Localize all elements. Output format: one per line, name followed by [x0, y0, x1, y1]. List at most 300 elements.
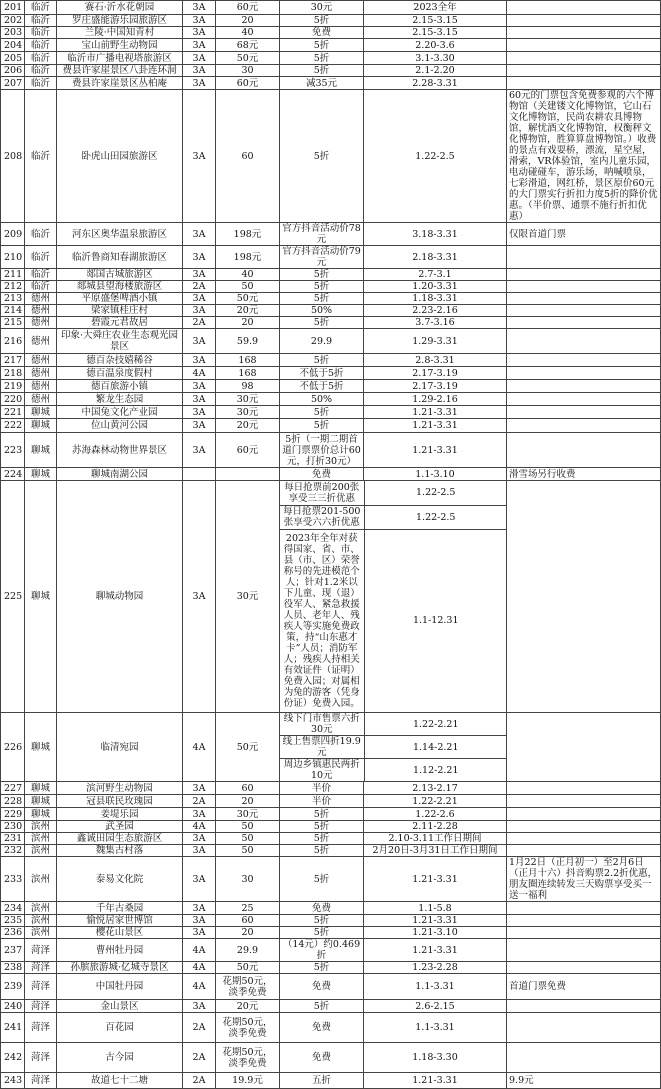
discount-sub-row [280, 529, 507, 712]
level-cell: 3A [183, 782, 216, 795]
period-cell: 1.1-3.10 [364, 468, 507, 481]
row-number: 221 [1, 406, 25, 419]
scenic-name-cell: 中国牡丹园 [57, 974, 183, 1000]
period-cell: 1.21-3.10 [364, 927, 507, 939]
scenic-name-cell: 梁家镇桂庄村 [57, 305, 183, 317]
level-cell: 3A [183, 393, 216, 406]
level-cell: 3A [183, 52, 216, 65]
level-cell: 3A [183, 39, 216, 52]
table-row [1, 902, 661, 915]
scenic-name-cell: 费县许家崖景区八卦连环洞 [57, 65, 183, 77]
note-cell [507, 962, 661, 974]
note-cell [507, 77, 661, 90]
period-cell: 2.8-3.31 [364, 354, 507, 367]
scenic-name-cell: 平原盛堡啤酒小镇 [57, 293, 183, 305]
scenic-name-cell: 郯国古城旅游区 [57, 269, 183, 281]
discount-cell: 5折 [280, 281, 364, 293]
city-cell: 临沂 [25, 90, 57, 223]
table-row [1, 305, 661, 317]
price-cell: 60元 [216, 433, 280, 468]
city-cell: 聊城 [25, 406, 57, 419]
table-row [1, 406, 661, 419]
price-cell: 60元 [216, 77, 280, 90]
period-cell: 1.23-2.28 [364, 962, 507, 974]
table-row [1, 1013, 661, 1043]
discount-sub-table [280, 481, 507, 712]
scenic-name-cell: 卧虎山田园旅游区 [57, 90, 183, 223]
note-cell [507, 52, 661, 65]
price-cell: 98 [216, 380, 280, 393]
row-number: 211 [1, 269, 25, 281]
table-row [1, 1, 661, 15]
table-row [1, 833, 661, 845]
discount-cell: 50% [280, 305, 364, 317]
note-cell [507, 833, 661, 845]
period-cell: 1.1-3.31 [364, 1013, 507, 1043]
discount-cell: 不低于5折 [280, 367, 364, 380]
row-number: 207 [1, 77, 25, 90]
scenic-name-cell: 罗庄盛能游乐园旅游区 [57, 15, 183, 27]
table-row [1, 329, 661, 354]
price-cell: 40 [216, 27, 280, 39]
price-cell: 50元 [216, 962, 280, 974]
row-number: 209 [1, 223, 25, 246]
discount-cell: 官方抖音活动价78元 [280, 223, 364, 246]
city-cell: 临沂 [25, 15, 57, 27]
city-cell: 临沂 [25, 27, 57, 39]
price-cell: 50 [216, 821, 280, 833]
table-row [1, 246, 661, 269]
row-number: 213 [1, 293, 25, 305]
period-cell: 1.20-3.31 [364, 281, 507, 293]
city-cell: 临沂 [25, 1, 57, 15]
table-row [1, 52, 661, 65]
price-cell: 59.9 [216, 329, 280, 354]
note-cell [507, 329, 661, 354]
scenic-name-cell: 兰陵·中国知青村 [57, 27, 183, 39]
note-cell [507, 269, 661, 281]
row-number: 229 [1, 808, 25, 821]
city-cell: 临沂 [25, 52, 57, 65]
row-number: 210 [1, 246, 25, 269]
period-cell: 1.22-2.21 [364, 713, 507, 736]
table-row [1, 939, 661, 962]
city-cell: 德州 [25, 367, 57, 380]
period-cell: 2月20日-3月31日工作日期间 [364, 845, 507, 857]
level-cell: 3A [183, 406, 216, 419]
row-number: 230 [1, 821, 25, 833]
period-cell: 1.22-2.5 [364, 505, 507, 529]
note-cell [507, 902, 661, 915]
table-row [1, 927, 661, 939]
period-cell: 1.18-3.31 [364, 293, 507, 305]
scenic-name-cell: 苏海森林动物世界景区 [57, 433, 183, 468]
discount-cell: 5折 [280, 406, 364, 419]
period-cell: 2.7-3.1 [364, 269, 507, 281]
table-row [1, 795, 661, 808]
table-row [1, 974, 661, 1000]
row-number: 212 [1, 281, 25, 293]
table-row [1, 1073, 661, 1089]
level-cell: 3A [183, 223, 216, 246]
level-cell: 3A [183, 1000, 216, 1013]
period-cell: 1.14-2.21 [364, 736, 507, 759]
price-cell: 198元 [216, 246, 280, 269]
discount-cell: 每日抢票前200张享受三三折优惠 [280, 481, 364, 505]
note-cell [507, 39, 661, 52]
row-number: 201 [1, 1, 25, 15]
city-cell: 滨州 [25, 902, 57, 915]
level-cell: 3A [183, 433, 216, 468]
price-cell: 20 [216, 795, 280, 808]
table-row [1, 39, 661, 52]
price-cell: 20元 [216, 305, 280, 317]
level-cell: 3A [183, 845, 216, 857]
scenic-name-cell: 滨河野生动物园 [57, 782, 183, 795]
discount-cell: 2023年全年对获得国家、省、市、县（市、区）荣誉称号的先进模范个人；针对1.2米以下儿童、现（退）役军人、紧急救援人员、老年人、残疾人等实施免费政策，持“山东惠才卡”人员；消防军人；残疾人持相关有效证件（证明）免费入园；对属相为兔的游客（凭身份证）免费入园。 [280, 529, 364, 712]
period-cell: 2.17-3.19 [364, 380, 507, 393]
level-cell: 3A [183, 27, 216, 39]
period-cell: 2.6-2.15 [364, 1000, 507, 1013]
level-cell: 2A [183, 795, 216, 808]
table-row [1, 1000, 661, 1013]
discount-cell: 减35元 [280, 77, 364, 90]
scenic-name-cell: 位山黄河公园 [57, 419, 183, 433]
level-cell: 3A [183, 269, 216, 281]
city-cell: 滨州 [25, 915, 57, 927]
scenic-name-cell: 碧霞元君故居 [57, 317, 183, 329]
note-cell [507, 1043, 661, 1073]
table-row [1, 481, 661, 713]
discount-cell: 5折 [280, 354, 364, 367]
city-cell: 滨州 [25, 857, 57, 902]
period-cell: 2.28-3.31 [364, 77, 507, 90]
scenic-name-cell: 古今园 [57, 1043, 183, 1073]
period-cell: 2.23-2.16 [364, 305, 507, 317]
city-cell: 临沂 [25, 246, 57, 269]
row-number: 232 [1, 845, 25, 857]
table-row [1, 808, 661, 821]
note-cell [507, 713, 661, 782]
discount-cell: （14元）约0.469折 [280, 939, 364, 962]
city-cell: 聊城 [25, 468, 57, 481]
row-number: 234 [1, 902, 25, 915]
period-cell: 1.21-3.31 [364, 406, 507, 419]
scenic-name-cell: 千年古桑园 [57, 902, 183, 915]
row-number: 227 [1, 782, 25, 795]
period-cell: 1.29-3.31 [364, 329, 507, 354]
table-row [1, 367, 661, 380]
note-cell [507, 481, 661, 713]
discount-cell: 不低于5折 [280, 380, 364, 393]
row-number: 242 [1, 1043, 25, 1073]
city-cell: 滨州 [25, 833, 57, 845]
row-number: 222 [1, 419, 25, 433]
scenic-name-cell: 冠县联民玫瑰园 [57, 795, 183, 808]
level-cell: 4A [183, 367, 216, 380]
scenic-name-cell: 武圣园 [57, 821, 183, 833]
scenic-name-cell: 河东区奥华温泉旅游区 [57, 223, 183, 246]
note-cell [507, 1000, 661, 1013]
table-row [1, 77, 661, 90]
city-cell: 聊城 [25, 419, 57, 433]
note-cell [507, 305, 661, 317]
level-cell: 3A [183, 902, 216, 915]
scenic-name-cell: 德百杂技嬉稀谷 [57, 354, 183, 367]
table-row [1, 419, 661, 433]
period-cell: 1.12-2.21 [412, 764, 459, 776]
row-number: 225 [1, 481, 25, 713]
scenic-name-cell: 费县许家崖景区丛柏庵 [57, 77, 183, 90]
city-cell: 临沂 [25, 269, 57, 281]
period-cell: 1.29-2.16 [364, 393, 507, 406]
note-cell [507, 1013, 661, 1043]
note-cell [507, 65, 661, 77]
period-cell: 2.15-3.15 [364, 15, 507, 27]
period-cell: 2.11-2.28 [364, 821, 507, 833]
level-cell: 3A [183, 808, 216, 821]
scenic-name-cell: 赛石·沂水花朝园 [57, 1, 183, 15]
discount-cell: 免费 [280, 468, 364, 481]
city-cell: 滨州 [25, 821, 57, 833]
level-cell: 3A [183, 15, 216, 27]
table-row [1, 281, 661, 293]
note-cell [507, 354, 661, 367]
city-cell: 菏泽 [25, 1073, 57, 1089]
discount-cell: 5折 [280, 962, 364, 974]
period-cell: 1.21-3.31 [364, 915, 507, 927]
price-cell: 50元 [216, 52, 280, 65]
discount-cell: 5折 [280, 65, 364, 77]
row-number: 218 [1, 367, 25, 380]
row-number: 237 [1, 939, 25, 962]
row-number: 220 [1, 393, 25, 406]
city-cell: 临沂 [25, 77, 57, 90]
discount-sub-row [280, 736, 507, 759]
price-cell: 20 [216, 15, 280, 27]
price-cell: 20 [216, 317, 280, 329]
note-cell [507, 406, 661, 419]
period-cell: 2.20-3.6 [364, 39, 507, 52]
scenic-name-cell: 中国兔文化产业园 [57, 406, 183, 419]
level-cell: 3A [183, 305, 216, 317]
scenic-name-cell: 愉悦居家世博馆 [57, 915, 183, 927]
scenic-name-cell: 百花园 [57, 1013, 183, 1043]
price-cell: 花期50元，淡季免费 [216, 974, 280, 1000]
note-cell [507, 15, 661, 27]
discount-cell: 线上售票四折19.9元 [280, 736, 364, 759]
period-cell: 1.21-3.31 [364, 857, 507, 902]
table-row [1, 223, 661, 246]
discount-cell: 5折（一期二期首道门票票价总计60元，打折30元） [280, 433, 364, 468]
table-row [1, 713, 661, 782]
row-number: 203 [1, 27, 25, 39]
discount-cell: 5折 [280, 808, 364, 821]
period-cell: 1.21-3.31 [364, 433, 507, 468]
city-cell: 德州 [25, 305, 57, 317]
city-cell: 聊城 [25, 713, 57, 782]
city-cell: 临沂 [25, 281, 57, 293]
city-cell: 菏泽 [25, 1013, 57, 1043]
note-cell [507, 419, 661, 433]
period-cell: 2.13-2.17 [364, 782, 507, 795]
row-number: 236 [1, 927, 25, 939]
price-cell: 68元 [216, 39, 280, 52]
price-cell: 20 [216, 927, 280, 939]
city-cell: 聊城 [25, 433, 57, 468]
discount-sub-table [280, 713, 507, 781]
table-row [1, 782, 661, 795]
level-cell: 3A [183, 77, 216, 90]
discount-cell: 5折 [280, 15, 364, 27]
city-cell: 德州 [25, 354, 57, 367]
level-cell: 3A [183, 927, 216, 939]
row-number: 202 [1, 15, 25, 27]
table-row [1, 65, 661, 77]
price-cell: 60元 [216, 1, 280, 15]
price-cell: 20元 [216, 419, 280, 433]
discount-period-group [280, 713, 507, 782]
period-cell: 2.18-3.31 [364, 246, 507, 269]
price-cell: 19.9元 [216, 1073, 280, 1089]
row-number: 214 [1, 305, 25, 317]
scenic-name-cell: 临沂市广播电视塔旅游区 [57, 52, 183, 65]
scenic-name-cell: 魏集古村落 [57, 845, 183, 857]
price-cell: 30元 [216, 406, 280, 419]
discount-sub-row [280, 759, 507, 782]
period-cell: 1.1-5.8 [364, 902, 507, 915]
city-cell: 菏泽 [25, 962, 57, 974]
level-cell: 3A [183, 380, 216, 393]
discount-cell: 5折 [280, 1000, 364, 1013]
price-cell: 50 [216, 845, 280, 857]
discount-cell: 5折 [280, 293, 364, 305]
period-cell: 2.17-3.19 [364, 367, 507, 380]
scenic-name-cell: 德百温泉度假村 [57, 367, 183, 380]
price-cell: 30元 [216, 393, 280, 406]
row-number: 226 [1, 713, 25, 782]
price-cell: 40 [216, 269, 280, 281]
scenic-name-cell: 樱花山景区 [57, 927, 183, 939]
table-row [1, 317, 661, 329]
level-cell: 2A [183, 1073, 216, 1089]
note-cell [507, 808, 661, 821]
note-cell [507, 433, 661, 468]
discount-cell: 免费 [280, 1013, 364, 1043]
discount-cell: 50% [280, 393, 364, 406]
city-cell: 聊城 [25, 795, 57, 808]
discount-cell: 5折 [280, 52, 364, 65]
scenic-name-cell: 鑫诚田园生态旅游区 [57, 833, 183, 845]
city-cell: 临沂 [25, 223, 57, 246]
level-cell: 3A [183, 419, 216, 433]
scenic-name-cell: 聊城动物园 [57, 481, 183, 713]
city-cell: 德州 [25, 380, 57, 393]
table-row [1, 433, 661, 468]
row-number: 206 [1, 65, 25, 77]
discount-cell: 5折 [280, 927, 364, 939]
level-cell: 3A [183, 329, 216, 354]
level-cell: 3A [183, 1, 216, 15]
period-cell: 1.22-2.5 [364, 90, 507, 223]
note-cell [507, 317, 661, 329]
note-cell [507, 27, 661, 39]
note-cell [507, 281, 661, 293]
scenic-name-cell: 宝山前野生动物园 [57, 39, 183, 52]
discount-cell: 29.9 [280, 329, 364, 354]
level-cell: 3A [183, 857, 216, 902]
table-row [1, 393, 661, 406]
note-cell: 首道门票免费 [507, 974, 661, 1000]
row-number: 219 [1, 380, 25, 393]
level-cell: 4A [183, 962, 216, 974]
note-cell [507, 927, 661, 939]
note-cell: 60元的门票包含免费参观的六个博物馆（关建镂文化博物馆，它山石文化博物馆，民尚农耕农具博物馆，解忧酒文化博物馆，权衡秤文化博物馆，胜算算盘博物馆。）收费的景点有戏耍桥，漂流，星空屋，滑索，VR体验馆，室内儿童乐园，电动碰碰车，游乐场，呐喊喷泉，七彩滑道，网红桥，景区原价60元的大门票实行折扣力度5折的降价优惠。（半价票、通票不施行折扣优惠） [507, 90, 661, 223]
discount-cell: 半价 [280, 795, 364, 808]
period-cell: 1.22-2.6 [364, 808, 507, 821]
city-cell: 菏泽 [25, 974, 57, 1000]
note-cell [507, 915, 661, 927]
scenic-name-cell: 德百旅游小镇 [57, 380, 183, 393]
table-row [1, 293, 661, 305]
level-cell: 3A [183, 915, 216, 927]
row-number: 238 [1, 962, 25, 974]
city-cell: 德州 [25, 329, 57, 354]
period-cell: 2.15-3.15 [364, 27, 507, 39]
price-cell: 30 [216, 65, 280, 77]
level-cell: 3A [183, 481, 216, 713]
discount-cell: 半价 [280, 782, 364, 795]
discount-cell: 免费 [280, 27, 364, 39]
scenic-name-cell: 临清宛园 [57, 713, 183, 782]
note-cell [507, 782, 661, 795]
discount-cell: 免费 [280, 902, 364, 915]
price-cell: 50元 [216, 713, 280, 782]
price-cell: 30元 [216, 808, 280, 821]
discount-cell: 5折 [280, 39, 364, 52]
discount-sub-row [280, 713, 507, 736]
level-cell: 3A [183, 90, 216, 223]
period-cell: 2.1-2.20 [364, 65, 507, 77]
note-cell [507, 367, 661, 380]
level-cell: 2A [183, 1043, 216, 1073]
level-cell: 3A [183, 833, 216, 845]
discount-cell: 线下门市售票六折30元 [280, 713, 364, 736]
table-row [1, 90, 661, 223]
city-cell: 滨州 [25, 845, 57, 857]
row-number: 205 [1, 52, 25, 65]
discount-cell: 官方抖音活动价79元 [280, 246, 364, 269]
period-cell: 1.1-12.31 [412, 615, 459, 627]
level-cell: 2A [183, 281, 216, 293]
row-number: 243 [1, 1073, 25, 1089]
city-cell: 德州 [25, 393, 57, 406]
note-cell [507, 939, 661, 962]
table-row [1, 27, 661, 39]
period-cell: 2.10-3.11工作日期间 [364, 833, 507, 845]
row-number: 228 [1, 795, 25, 808]
level-cell: 4A [183, 974, 216, 1000]
note-cell [507, 380, 661, 393]
scenic-name-cell: 孙膑旅游城·亿城寺景区 [57, 962, 183, 974]
scenic-name-cell: 姜堤乐园 [57, 808, 183, 821]
table-row [1, 962, 661, 974]
price-cell: 168 [216, 354, 280, 367]
level-cell [183, 468, 216, 481]
discount-cell: 5折 [280, 90, 364, 223]
period-cell: 1.21-3.31 [364, 939, 507, 962]
note-cell: 仅限首道门票 [507, 223, 661, 246]
